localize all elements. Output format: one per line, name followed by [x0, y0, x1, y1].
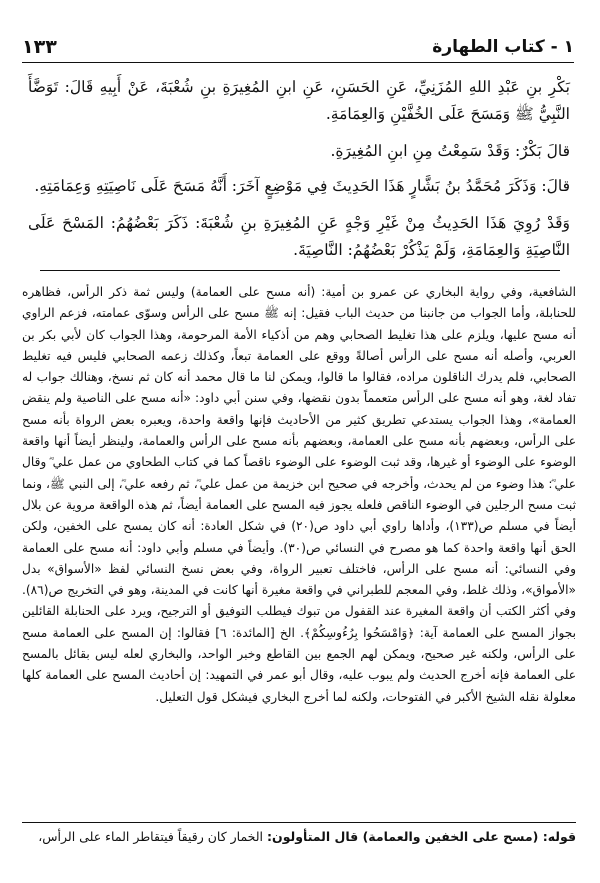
footnotes — [22, 282, 576, 708]
header-rule — [22, 62, 574, 63]
footnote-text: الخمار كان رقيقاً فيتقاطر الماء على الرأس، — [38, 829, 264, 844]
page-number: ١٣٣ — [22, 36, 57, 58]
hadith-paragraph: بَكْرِ بنِ عَبْدِ اللهِ المُزَنِيِّ، عَنِ الحَسَنِ، عَنِ ابنِ المُغِيرَةِ بنِ شُعْبَةَ، عَنْ أَبِيهِ قَالَ: تَوَضَّأَ النَّبِيُّ ﷺ وَمَسَحَ عَلَى الخُفَّيْنِ وَالعِمَامَةِ. — [28, 78, 570, 123]
main-text — [28, 74, 570, 272]
hadith-paragraph: قالَ: وَذَكَرَ مُحَمَّدُ بنُ بَشَّارٍ هَذَا الحَدِيثَ فِي مَوْضِعٍ آخَرَ: أَنَّهُ مَسَحَ عَلَى نَاصِيَتِهِ وَعِمَامَتِهِ. — [34, 177, 570, 195]
running-head — [22, 34, 574, 60]
footnote-separator — [22, 822, 576, 823]
footnote-rule — [40, 270, 560, 271]
hadith-paragraph: قالَ بَكْرٌ: وَقَدْ سَمِعْتُ مِنِ ابنِ المُغِيرَةِ. — [330, 142, 570, 160]
footnote-commentary — [22, 826, 576, 848]
footnote-paragraph: الشافعية، وفي رواية البخاري عن عمرو بن أمية: (أنه مسح على العمامة) وليس ثمة ذكر الرأس، فظاهره للحنابلة، وأما الجواب من جانبنا من حديث الباب فقيل: إنه ﷺ مسح على الرأس وسوّى عمامته، فزعم الراوي أنه مسح عليها، ويلزم على هذا تغليط الصحابي وهم من أذكياء الأمة المرحومة، وهذا الجواب كان لأبي بكر بن العربي، وأصله أنه مسح على الرأس أصالةً ووقع على العمامة تبعاً، وكذلك زعمه الصحابي فليس فيه تغليط الصحابي، فلم يدرك الناقلون مراده، فقالوا ما قالوا، ويمكن لنا ما قال محمد أنه كان ثم نسخ، وهنالك جواب له تفاد لغة، وهو أنه مسح على الرأس متعمماً بدون نقضها، وفي سنن أبي داود: «أنه مسح على الناصية ولم ينقض العمامة»، وهذا الجواب يستدعي تطريق كثير من الأحاديث فإنها واقعة واحدة، ويعبره بعض الرواة بأنه مسح على الرأس، وبعضهم بأنه مسح على العمامة، وبعضهم بأنه مسح على الرأس والعمامة، ولينظر أيضاً أنها واقعة الوضوء على الوضوء أو غيرها، وقد ثبت الوضوء على الوضوء ناقصاً كما في كتاب الطحاوي من عمل علي ؓ وقال علي ؓ: هذا وضوء من لم يحدث، وأخرجه في صحيح ابن خزيمة من عمل علي ؓ، ثم رفعه علي ؓ، إلى النبي ﷺ، ونما ثبت مسح الرجلين في الوضوء الناقص فلعله يجوز فيه المسح على العمامة أيضاً، ثم هذه الواقعة مروية عن بلال أيضاً في مسلم ص(١٣٣)، وأداها راوي أبي داود ص(٢٠) في شكل العادة: أنه كان يمسح على الخفين، ولكن الحق أنها واقعة واحدة كما هو مصرح في النسائي ص(٣٠). وأيضاً في مسلم وأبي داود: أنه مسح على العمامة وفي النسائي: أنه مسح على الرأس، فاختلف تعبير الرواة، وفي بعض نسخ النسائي لفظ «الأسواق» بدل «الأمواق»، وذلك غلط، وفي المعجم للطبراني في واقعة مغيرة أنها كانت في المدينة، وهو في التخريج ص(٨٦). وفي أكثر الكتب أن واقعة المغيرة عند القفول من تبوك فيطلب التوفيق أو الترجيح، ويرد على الحنابلة القائلين بجواز المسح على العمامة آية: ﴿وَامْسَحُوا بِرُءُوسِكُمْ﴾. الخ [المائدة: ٦] فقالوا: إن المسح على العمامة مسح على الرأس، ولكنه غير صحيح، ويمكن لهم الجمع بين القاطع وخبر الواحد، والبخاري لعله ليس بقائل بالمسح على العمامة فإنه أخرج الحديث ولم يبوب عليه، وقال أبو عمر في التمهيد: إن أحاديث المسح على العمامة كلها معلولة نقله الشيخ الأكبر في الفتوحات، ولكنه لما أخرج البخاري فيشكل قول التعليل. — [22, 285, 576, 704]
footnote-label: قوله: (مسح على الخفين والعمامة) قال المتأولون: — [267, 829, 576, 844]
hadith-paragraph: وَقَدْ رُوِيَ هَذَا الحَدِيثُ مِنْ غَيْرِ وَجْهٍ عَنِ المُغِيرَةِ بنِ شُعْبَةَ: ذَكَرَ بَعْضُهُمُ: المَسْحَ عَلَى النَّاصِيَةِ وَالعِمَامَةِ، وَلَمْ يَذْكُرْ بَعْضُهُمُ: النَّاصِيَةَ. — [28, 214, 570, 259]
chapter-title: ١ - كتاب الطهارة — [432, 37, 574, 57]
